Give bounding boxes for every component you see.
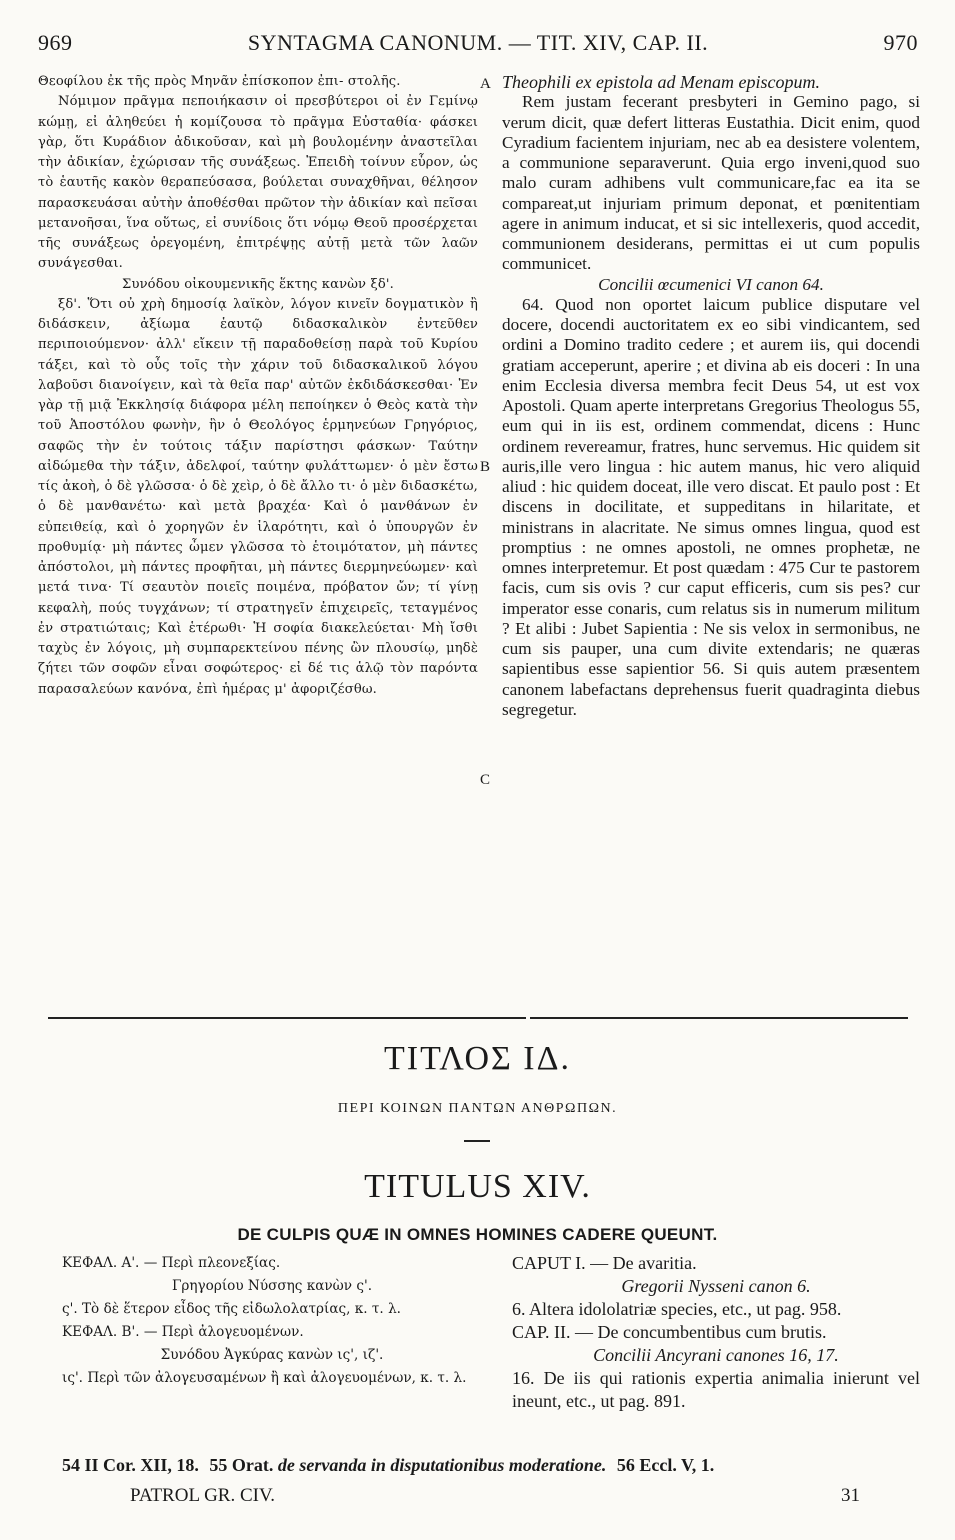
footnotes: [62, 1455, 922, 1476]
latin-paragraph-2: 64. Quod non oportet laicum publice disputare vel docere, docendi auctoritatem ex eo sibi vindicantem, sed ordini a Domino tradito cedere ; et aurem iis, qui docendi gratiam acceperunt, aperire ; et divina ab eis doceri : In una enim Ecclesia diversa membra fecit Deus 54, ut est vox Apostoli. Quam aperte interpretans Gregorius Theologus 55, eum qui in iis est, ordinem commendat, dicens : Hunc ordinem revereamur, fratres, hunc servemus. Hic quidem sit auris,ille vero lingua : hic autem manus, hic vero aliquid aliud : hic quidem doceat, ille vero discat. Et paulo post : Et discens in docilitate, et suppeditans in hilaritate, et ministrans in alacritate. Ne simus omnes lingua, quod est promptius : ne omnes apostoli, ne omnes prophetæ, ne omnes interpretemur. Et post quædam : 475 Cur te pastorem facis, cum sis ovis ? cur caput efficeris, cum sis pes? cur imperator esse conaris, cum relatus sis in numerum militum ? Et alibi : Jubet Sapientia : Ne sis velox in sermonibus, ne cum sis pauper, una cum divite extendaris; ne quæras sapientibus esse sapientior 56. Si quis autem præsentem canonem labefactans deprehensus fuerit quadraginta diebus segregetur.: [502, 294, 920, 719]
greek-toc-source-2: Συνόδου Ἀγκύρας κανὼν ις', ιζ'.: [160, 1347, 384, 1363]
footnote-56: 56 Eccl. V, 1.: [616, 1455, 715, 1475]
page-number-left: 969: [38, 30, 73, 55]
latin-contents: [512, 1252, 920, 1413]
greek-paragraph-2: ξδ'. Ὅτι οὐ χρὴ δημοσίᾳ λαϊκὸν, λόγον κινεῖν δογματικὸν ἢ διδάσκειν, ἀξίωμα ἑαυτῷ διδασκαλικὸν ἐντεῦθεν περιποιούμενον· ἀλλ' εἴκειν τῇ παραδοθείσῃ παρὰ τοῦ Κυρίου τάξει, καὶ τὸ οὖς τοῖς τὴν χάριν τοῦ διδασκαλικοῦ λόγου λαβοῦσι διανοίγειν, καὶ τὰ θεῖα παρ' αὐτῶν ἐκδιδάσκεσθαι· Ἐν γὰρ τῇ μιᾷ Ἐκκλησίᾳ διάφορα μέλη πεποίηκεν ὁ Θεὸς κατὰ τὴν τοῦ Ἀποστόλου φωνὴν, ἣν ὁ Θεολόγος ἑρμηνεύων Γρηγόριος, σαφῶς τὴν ἐν τούτοις τάξιν παρίστησι φάσκων· Ταύτην αἰδώμεθα τὴν τάξιν, ἀδελφοί, ταύτην φυλάττωμεν· ὁ μὲν ἔστω τίς ἀκοὴ, ὁ δὲ γλῶσσα· ὁ δὲ χεὶρ, ὁ δὲ ἄλλο τι· ὁ μὲν διδασκέτω, ὁ δὲ μανθανέτω· καὶ μετὰ βραχέα· Καὶ ὁ μανθάνων ἐν εὐπειθείᾳ, καὶ ὁ χορηγῶν ἐν ἱλαρότητι, καὶ ὁ ὑπουργῶν ἐν προθυμίᾳ· μὴ πάντες ὦμεν γλῶσσα τὸ ἑτοιμότατον, μὴ πάντες ἀπόστολοι, μὴ πάντες προφῆται, μὴ πάντες διερμηνεύωμεν· καὶ μετά τινα· Τί σεαυτὸν ποιεῖς ποιμένα, πρόβατον ὤν; τί γίνῃ κεφαλὴ, πούς τυγχάνων; τί στρατηγεῖν ἐπιχειρεῖς, τεταγμένος ἐν στρατιώταις; Καὶ ἑτέρωθι· Ἡ σοφία διακελεύεται· Μὴ ἴσθι ταχὺς ἐν λόγοις, μὴ συμπαρεκτείνου πένης ὢν πλουσίῳ, μηδὲ ζήτει τῶν σοφῶν εἶναι σοφώτερος· εἰ δέ τις ἁλῷ τὸν παρόντα παρασαλεύων κανόνα, ἐπὶ ἡμέρας μ' ἀφοριζέσθω.: [38, 296, 478, 697]
title-dash: [464, 1140, 490, 1142]
greek-paragraph-1: Νόμιμον πρᾶγμα πεποιήκασιν οἱ πρεσβύτεροι οἱ ἐν Γεμίνῳ κώμῃ, εἰ ἀληθεύει ἡ κομίζουσα τὸ πρᾶγμα Εὐσταθία· φάσκει γὰρ, ὅτι Κυράδιον ἀδικοῦσαν, καὶ μὴ βουλομένην ἀναστεῖλαι τὴν ἀδικίαν, ἐχώρισαν τῆς συνάξεως. Ἐπειδὴ τοίνυν εὗρον, ὡς τὸ ἑαυτῆς κακὸν θεραπεύσασα, βούλεται συναχθῆναι, θέλησον παρασκευάσαι αὐτὴν ἀποθέσθαι πρῶτον τὴν ἀδικίαν καὶ πεῖσαι μετανοῆσαι, ἵνα οὕτως, εἰ συνίδοις ὅτι νόμῳ Θεοῦ προσέρχεται τῆς συνάξεως ὀρεγομένη, ἐπιτρέψῃς αὐτῇ μετὰ τῶν λαῶν συνάγεσθαι.: [38, 94, 478, 272]
greek-toc-chapter-1: ΚΕΦΑΛ. Α'. — Περὶ πλεονεξίας.: [62, 1255, 281, 1271]
latin-subheading: Concilii œcumenici VI canon 64.: [598, 274, 824, 294]
footnote-54: 54 II Cor. XII, 18.: [62, 1455, 199, 1475]
greek-column: [38, 72, 478, 700]
latin-toc-canon-2: 16. De iis qui rationis expertia animalia inierunt vel ineunt, etc., ut pag. 891.: [512, 1368, 920, 1411]
page-number-right: 970: [883, 30, 918, 55]
signature-number: 31: [841, 1485, 860, 1506]
greek-toc-canon-1: ς'. Τὸ δὲ ἕτερον εἶδος τῆς εἰδωλολατρίας, κ. τ. λ.: [62, 1301, 402, 1317]
greek-toc-canon-2: ις'. Περὶ τῶν ἀλογευσαμένων ἢ καὶ ἀλογευομένων, κ. τ. λ.: [62, 1370, 467, 1386]
latin-subtitle: DE CULPIS QUÆ IN OMNES HOMINES CADERE QUEUNT.: [237, 1225, 718, 1244]
latin-toc-source-2: Concilii Ancyrani canones 16, 17.: [593, 1345, 839, 1365]
latin-toc-chapter-2: CAP. II. — De concumbentibus cum brutis.: [512, 1322, 827, 1342]
footnote-55-ref: 55 Orat.: [209, 1455, 274, 1475]
latin-toc-chapter-1: CAPUT I. — De avaritia.: [512, 1253, 697, 1273]
margin-letter-a: A: [480, 76, 491, 92]
latin-toc-canon-1: 6. Altera idololatriæ species, etc., ut pag. 958.: [512, 1299, 842, 1319]
greek-title: ΤΙΤΛΟΣ ΙΔ.: [384, 1040, 571, 1077]
latin-column: [502, 72, 920, 720]
latin-title: TITULUS XIV.: [364, 1168, 591, 1205]
footnote-55-title: de servanda in disputationibus moderatione.: [277, 1455, 607, 1475]
greek-contents: [62, 1252, 482, 1390]
running-header: [38, 30, 918, 60]
latin-toc-source-1: Gregorii Nysseni canon 6.: [621, 1276, 811, 1296]
greek-subtitle: ΠΕΡΙ ΚΟΙΝΩΝ ΠΑΝΤΩΝ ΑΝΘΡΩΠΩΝ.: [337, 1101, 618, 1116]
greek-toc-chapter-2: ΚΕΦΑΛ. Β'. — Περὶ ἀλογευομένων.: [62, 1324, 304, 1340]
greek-subheading: Συνόδου οἰκουμενικῆς ἕκτης κανὼν ξδ'.: [122, 276, 394, 292]
signature-mark: PATROL GR. CIV.: [130, 1485, 276, 1506]
latin-paragraph-1: Rem justam fecerant presbyteri in Gemino pago, si verum dicit, quæ defert litteras Eustathia. Dicit enim, quod Cyradium facientem injuriam, nec ab ea desistere volentem, a communione separaverunt. Quia ergo inveni,quod suo malo curam adhibens vult communicare,fac ea ita se compareat,ut injuriam primum deponat, et pœnitentiam agere in animum inducat, et si sic intellexeris, quod accedit, communionem desiderans, permittas ei ut cum populis communicet.: [502, 92, 920, 274]
greek-heading: Θεοφίλου ἐκ τῆς πρὸς Μηνᾶν ἐπίσκοπον ἐπι- στολῆς.: [38, 74, 401, 89]
margin-letter-b: B: [480, 459, 491, 475]
greek-toc-source-1: Γρηγορίου Νύσσης κανὼν ς'.: [171, 1278, 373, 1294]
running-title: SYNTAGMA CANONUM. — TIT. XIV, CAP. II.: [247, 30, 709, 55]
section-divider: [48, 1017, 908, 1019]
margin-letter-c: C: [480, 772, 491, 788]
latin-heading: Theophili ex epistola ad Menam episcopum.: [502, 72, 820, 92]
